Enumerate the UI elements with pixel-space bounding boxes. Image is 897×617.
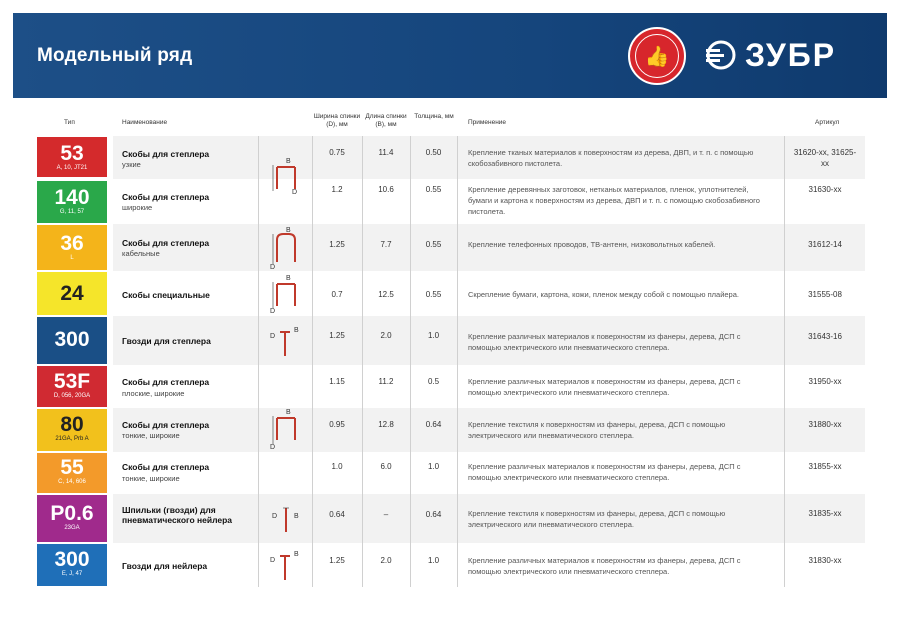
brand-logo-icon [703,40,739,70]
svg-text:D: D [270,444,276,450]
width-value: 0.7 [331,290,343,299]
product-title: Гвозди для нейлера [122,561,208,571]
staple-diagram-icon [268,157,304,195]
width-value: 0.75 [329,148,345,157]
col-header-width: Ширина спинки (D), мм [313,113,361,128]
article-number: 31830-хх [808,556,842,565]
thickness-value: 0.55 [425,185,442,194]
article-number: 31835-хх [808,509,842,518]
product-subtitle: тонкие, широкие [122,474,180,483]
type-badge: 53F D, 056, 20GA [37,366,107,407]
usage-text: Крепление тканых материалов к поверхностям из дерева, ДВП, и т. п. с помощью скобозабивного пистолета. [468,148,754,168]
product-subtitle: тонкие, широкие [122,431,180,440]
staple-diagram-icon [268,408,304,450]
svg-text:D: D [270,557,276,564]
thickness-value: 1.0 [427,331,440,340]
type-badge: 24 [37,272,107,315]
svg-text:B: B [286,227,291,234]
usage-text: Крепление телефонных проводов, ТВ-антенн, низковольтных кабелей. [468,240,716,249]
length-value: 12.8 [378,420,394,429]
width-value: 1.15 [329,377,345,386]
brad-nail-icon [268,546,304,584]
type-badge: 300 [37,317,107,364]
thickness-value: 0.64 [425,510,442,519]
pin-nail-icon [268,500,304,538]
usage-text: Крепление текстиля к поверхностям из фанеры, дерева, ДСП с помощью электрического или пневматического степлера. [468,509,726,529]
thumbs-up-icon: 👍 [635,34,679,78]
usage-text: Крепление различных материалов к поверхностям из фанеры, дерева, ДСП с помощью электрического или пневматического степлера. [468,462,741,482]
thickness-value: 1.0 [427,462,440,471]
product-title: Скобы для степлера [122,420,210,430]
width-value: 0.95 [329,420,345,429]
article-number: 31855-хх [808,462,842,471]
svg-text:B: B [286,275,291,282]
svg-text:D: D [270,333,276,340]
width-value: 1.0 [331,462,343,471]
product-title: Гвозди для степлера [122,336,211,346]
length-value: 11.4 [378,148,394,157]
length-value: 6.0 [380,462,392,471]
svg-text:B: B [294,513,299,520]
col-header-length: Длина спинки (B), мм [365,113,407,128]
svg-text:B: B [294,327,299,334]
svg-text:D: D [270,264,276,270]
width-value: 0.64 [329,510,345,519]
product-title: Скобы для степлера [122,377,210,387]
usage-text: Крепление различных материалов к поверхностям из фанеры, дерева, ДСП с помощью электрического или пневматического степлера. [468,377,741,397]
usage-text: Крепление текстиля к поверхностям из фанеры, дерева, ДСП с помощью электрического или пневматического степлера. [468,420,726,440]
product-title: Скобы для степлера [122,238,210,248]
length-value: – [383,510,389,519]
brand-logo-text: ЗУБР [745,37,837,73]
product-title: Шпильки (гвозди) для пневматического нейлера [122,505,233,525]
svg-text:B: B [294,551,299,558]
product-title: Скобы для степлера [122,192,210,202]
length-value: 2.0 [380,556,392,565]
type-badge: 55 C, 14, 606 [37,453,107,493]
usage-text: Скрепление бумаги, картона, кожи, пленок между собой с помощью плайера. [468,290,739,299]
col-header-article: Артикул [815,119,840,126]
article-number: 31620-хх, 31625-хх [793,148,857,168]
page-title: Модельный ряд [37,45,193,66]
col-header-usage: Применение [468,119,507,126]
type-badge: 300 E, J, 47 [37,544,107,586]
article-number: 31612-14 [808,240,842,249]
usage-text: Крепление различных материалов к поверхностям из фанеры, дерева, ДСП с помощью электрического или пневматического степлера. [468,556,741,576]
type-badge: 53 A, 10, JT21 [37,137,107,177]
type-badge: P0.6 23GA [37,495,107,542]
thickness-value: 0.55 [425,290,442,299]
type-badge: 140 G, 11, 57 [37,181,107,223]
svg-text:D: D [270,308,276,314]
product-title: Скобы для степлера [122,149,210,159]
article-number: 31880-хх [808,420,842,429]
thickness-value: 1.0 [427,556,440,565]
width-value: 1.25 [329,556,345,565]
type-badge: 36 L [37,225,107,270]
article-number: 31643-16 [808,332,842,341]
usage-text: Крепление различных материалов к поверхностям из фанеры, дерева, ДСП с помощью электрического или пневматического степлера. [468,332,741,352]
usage-text: Крепление деревянных заготовок, нетканых материалов, пленок, уплотнителей, бумаги и картона к поверхностям из дерева, ДВП и т. п. с помощью скобозабивного пистолета. [468,185,760,216]
thickness-value: 0.50 [425,148,442,157]
product-subtitle: кабельные [122,249,160,258]
quality-seal-icon [628,27,686,85]
svg-text:D: D [292,189,298,195]
product-title: Скобы для степлера [122,462,210,472]
width-value: 1.25 [329,331,345,340]
length-value: 7.7 [380,240,392,249]
length-value: 10.6 [378,185,394,194]
product-subtitle: широкие [122,203,153,212]
article-number: 31950-хх [808,377,842,386]
cable-staple-icon [268,226,304,270]
col-header-name: Наименование [122,119,168,126]
product-subtitle: узкие [122,160,141,169]
article-number: 31555-08 [808,290,842,299]
col-header-thickness: Толщина, мм [414,113,454,120]
svg-text:B: B [286,158,291,165]
col-header-type: Тип [64,119,75,126]
length-value: 11.2 [378,377,394,386]
length-value: 12.5 [378,290,394,299]
header-banner [13,13,887,98]
article-number: 31630-хх [808,185,842,194]
staple-diagram-icon [268,274,304,314]
width-value: 1.25 [329,240,345,249]
thickness-value: 0.5 [427,377,440,386]
product-title: Скобы специальные [122,290,210,300]
length-value: 2.0 [380,331,392,340]
thickness-value: 0.64 [425,420,442,429]
type-badge: 80 21GA, Prb A [37,409,107,451]
product-subtitle: плоские, широкие [122,389,185,398]
svg-text:B: B [286,409,291,416]
width-value: 1.2 [331,185,343,194]
svg-text:D: D [272,513,278,520]
thickness-value: 0.55 [425,240,442,249]
brad-nail-icon [268,322,304,360]
